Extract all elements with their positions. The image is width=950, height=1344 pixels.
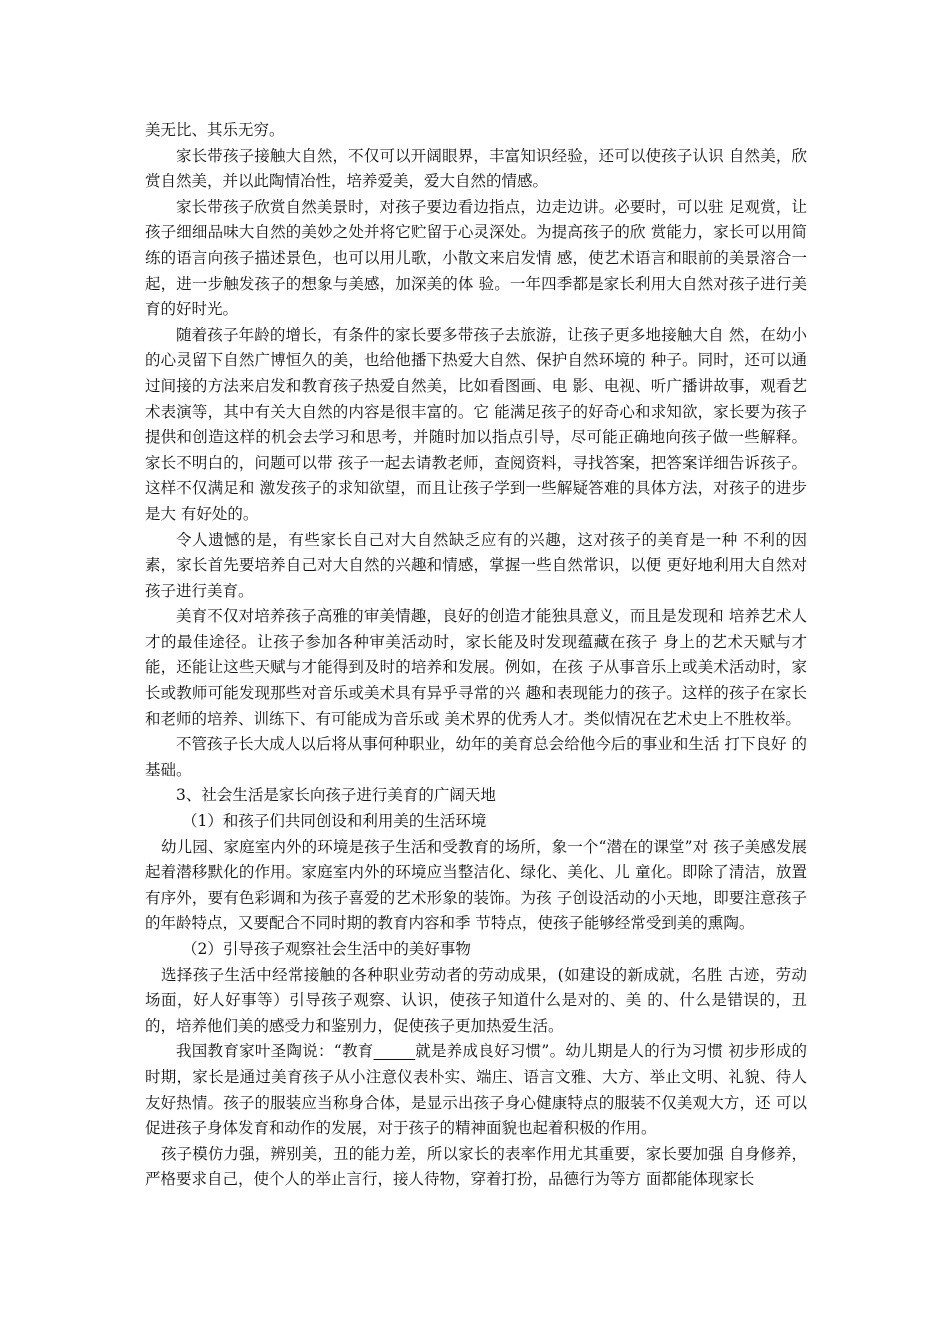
paragraph-parent-interest: 令人遗憾的是，有些家长自己对大自然缺乏应有的兴趣，这对孩子的美育是一种 不利的因素，家长首先要培养自己对大自然的兴趣和情感，掌握一些自然常识，以便 更好地利用大自然对孩子进行美育。 <box>145 530 807 600</box>
paragraph-foundation: 不管孩子长大成人以后将从事何种职业，幼年的美育总会给他今后的事业和生活 打下良好 的基础。 <box>145 735 807 779</box>
quote-after: 就是养成良好习惯”。幼儿期是人的行为习惯 初步形成的时期，家长是通过美育孩子从小注意仪表朴实、端庄、语言文雅、大方、举止文明、礼貌、待人友好热情。孩子的服装应当称身合体，是显示出孩子身心健康特点的服装不仅美观大方，还 可以促进孩子身体发育和动作的发展，对于孩子的精神面貌也起着积极的作用。 <box>145 1042 807 1138</box>
paragraph-talent-discovery: 美育不仅对培养孩子高雅的审美情趣，良好的创造才能独具意义，而且是发现和 培养艺术人才的最佳途径。让孩子参加各种审美活动时，家长能及时发现蕴藏在孩子 身上的艺术天赋与才能，还能让这些天赋与才能得到及时的培养和发展。例如，在孩 子从事音乐上或美术活动时，家长或教师可能发现那些对音乐或美术具有异乎寻常的兴 趣和表现能力的孩子。这样的孩子在家长和老师的培养、训练下、有可能成为音乐或 美术界的优秀人才。类似情况在艺术史上不胜枚举。 <box>145 607 807 728</box>
paragraph-quote <box>145 1039 807 1141</box>
paragraph-role-model: 孩子模仿力强，辨别美，丑的能力差，所以家长的表率作用尤其重要，家长要加强 自身修养，严格要求自己，使个人的举止言行，接人待物，穿着打扮，品德行为等方 面都能体现家长 <box>145 1144 807 1189</box>
paragraph-nature-appreciation: 家长带孩子欣赏自然美景时，对孩子要边看边指点，边走边讲。必要时，可以驻 足观赏，让孩子细细品味大自然的美妙之处并将它贮留于心灵深处。为提高孩子的欣 赏能力，家长可以用简练的语言向孩子描述景色，也可以用儿歌，小散文来启发情 感，使艺术语言和眼前的美景溶合一起，进一步触发孩子的想象与美感，加深美的体 验。一年四季都是家长利用大自然对孩子进行美育的好时光。 <box>145 197 807 319</box>
subsection-title-2: （2）引导孩子观察社会生活中的美好事物 <box>182 940 471 958</box>
section-heading-3: 3、社会生活是家长向孩子进行美育的广阔天地 <box>176 786 496 805</box>
quote-blank <box>374 1042 416 1060</box>
quote-before: 我国教育家叶圣陶说：“教育 <box>176 1042 374 1061</box>
paragraph-continuation: 美无比、其乐无穷。 <box>145 121 285 139</box>
paragraph-travel: 随着孩子年龄的增长，有条件的家长要多带孩子去旅游，让孩子更多地接触大自 然，在幼小的心灵留下自然广博恒久的美，也给他播下热爱大自然、保护自然环境的 种子。同时，还可以通过间接的方法来启发和教育孩子热爱自然美，比如看图画、电 影、电视、听广播讲故事，观看艺术表演等，其中有关大自然的内容是很丰富的。它 能满足孩子的好奇心和求知欲，家长要为孩子提供和创造这样的机会去学习和思考，并随时加以指点引导，尽可能正确地向孩子做一些解释。家长不明白的，问题可以带 孩子一起去请教老师，查阅资料，寻找答案，把答案详细告诉孩子。这样不仅满足和 激发孩子的求知欲望，而且让孩子学到一些解疑答难的具体方法，对孩子的进步是大 有好处的。 <box>145 325 807 523</box>
paragraph-nature-contact: 家长带孩子接触大自然，不仅可以开阔眼界，丰富知识经验，还可以使孩子认识 自然美，欣赏自然美，并以此陶情冶性，培养爱美，爱大自然的情感。 <box>145 146 807 191</box>
subsection-body-2: 选择孩子生活中经常接触的各种职业劳动者的劳动成果，(如建设的新成就，名胜 古迹，劳动场面，好人好事等）引导孩子观察、认识，使孩子知道什么是对的、美 的、什么是错误的，丑的，培养他们美的感受力和鉴别力，促使孩子更加热爱生活。 <box>145 965 807 1035</box>
subsection-body-1: 幼儿园、家庭室内外的环境是孩子生活和受教育的场所，象一个“潜在的课堂”对 孩子美感发展起着潜移默化的作用。家庭室内外的环境应当整洁化、绿化、美化、儿 童化。即除了清洁，放置有序外，要有色彩调和为孩子喜爱的艺术形象的装饰。为孩 子创设活动的小天地，即要注意孩子的年龄特点，又要配合不同时期的教育内容和季 节特点，使孩子能够经常受到美的熏陶。 <box>145 837 807 933</box>
document-page <box>145 118 807 1193</box>
subsection-title-1: （1）和孩子们共同创设和利用美的生活环境 <box>182 812 487 831</box>
